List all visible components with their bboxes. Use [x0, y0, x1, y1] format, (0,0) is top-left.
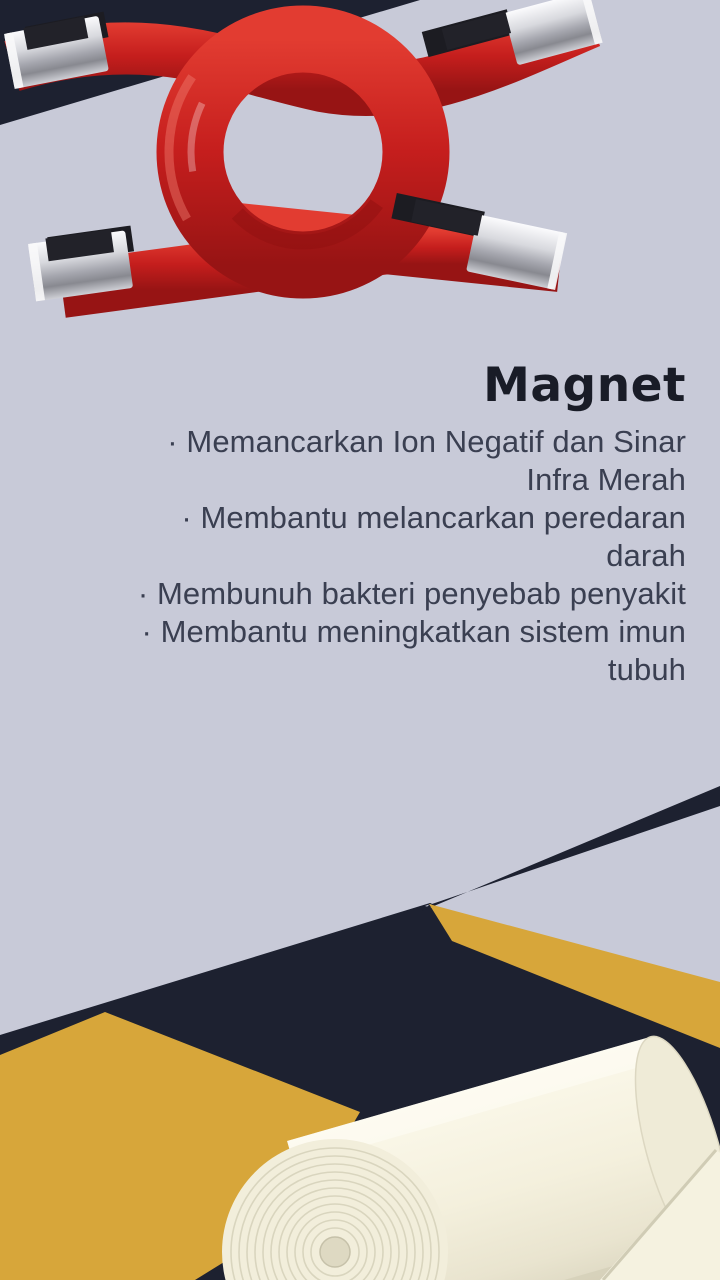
benefit-list [130, 423, 686, 689]
fabric-roll-illustration [0, 1000, 720, 1280]
benefit-item: · Membunuh bakteri penyebab penyakit [137, 576, 686, 611]
magnets-illustration [0, 0, 720, 345]
benefit-item: · Membantu meningkatkan sistem imun tubuh [141, 614, 686, 687]
page-title: Magnet [483, 358, 686, 413]
benefit-item: · Membantu melancarkan peredaran darah [181, 500, 686, 573]
magnet-tip-top-left [3, 12, 114, 89]
benefit-item: · Memancarkan Ion Negatif dan Sinar Infra Merah [167, 424, 686, 497]
